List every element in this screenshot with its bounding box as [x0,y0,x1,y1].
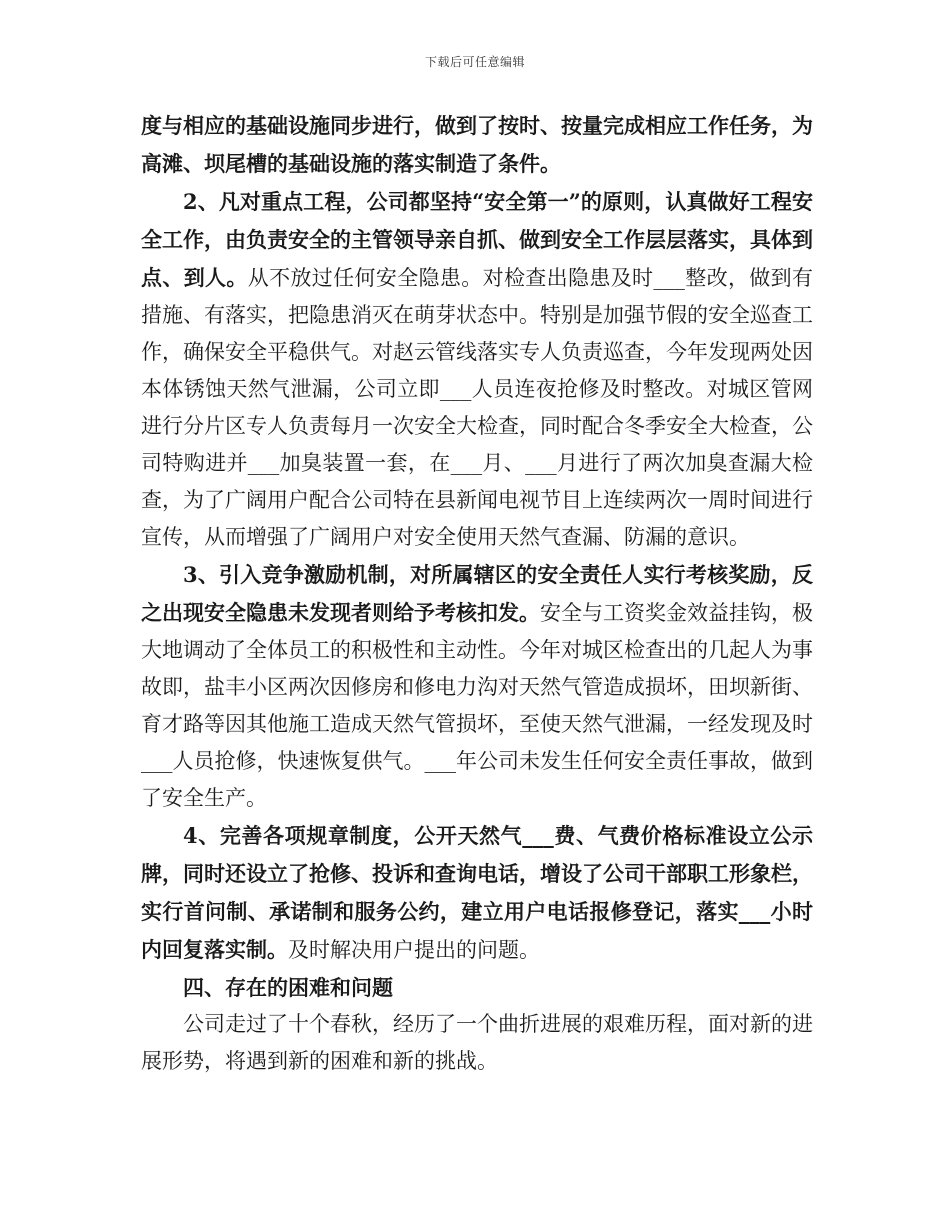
bold-text: 度与相应的基础设施同步进行，做到了按时、按量完成相应工作任务，为高滩、坝尾槽的基础设施的落实制造了条件。 [141,113,813,176]
document-body [141,107,813,1080]
body-text: 及时解决用户提出的问题。 [288,938,540,962]
section-heading: 四、存在的困难和问题 [183,975,393,1000]
paragraph-continuation [141,107,813,183]
body-text: 公司走过了十个春秋，经历了一个曲折进展的艰难历程，面对新的进展形势，将遇到新的困难和新的挑战。 [141,1012,813,1073]
body-text: 安全与工资奖金效益挂钩，极大地调动了全体员工的积极性和主动性。今年对城区检查出的几起人为事故即，盐丰小区两次因修房和修电力沟对天然气管造成损坏，田坝新街、育才路等因其他施工造成天然气管损坏，至使天然气泄漏，一经发现及时___人员抢修，快速恢复供气。___年公司未发生任何安全责任事故，做到了安全生产。 [141,601,813,810]
page-header: 下载后可任意编辑 [424,55,525,69]
paragraph-item-3 [141,556,813,817]
bold-text: 4、完善各项规章制度，公开天然气___费、气费价格标准设立公示牌，同时还设立了抢修、投诉和查询电话，增设了公司干部职工形象栏，实行首问制、承诺制和服务公约，建立用户电话报修登记，落实___小时内回复落实制。 [141,823,813,962]
paragraph-item-4 [141,817,813,969]
bold-text: 3、引入竞争激励机制，对所属辖区的安全责任人实行考核奖励，反之出现安全隐患未发现者则给予考核扣发。 [141,562,813,625]
bold-text: 2、凡对重点工程，公司都坚持“安全第一”的原则，认真做好工程安全工作，由负责安全的主管领导亲自抓、做到安全工作层层落实，具体到点、到人。 [141,189,813,290]
paragraph-section-intro [141,1006,813,1080]
body-text: 从不放过任何安全隐患。对检查出隐患及时___整改，做到有措施、有落实，把隐患消灭在萌芽状态中。特别是加强节假的安全巡查工作，确保安全平稳供气。对赵云管线落实专人负责巡查，今年发现两处因本体锈蚀天然气泄漏，公司立即___人员连夜抢修及时整改。对城区管网进行分片区专人负责每月一次安全大检查，同时配合冬季安全大检查，公司特购进并___加臭装置一套，在___月、___月进行了两次加臭查漏大检查，为了广阔用户配合公司特在县新闻电视节目上连续两次一周时间进行宣传，从而增强了广阔用户对安全使用天然气查漏、防漏的意识。 [141,266,813,549]
paragraph-item-2 [141,183,813,556]
